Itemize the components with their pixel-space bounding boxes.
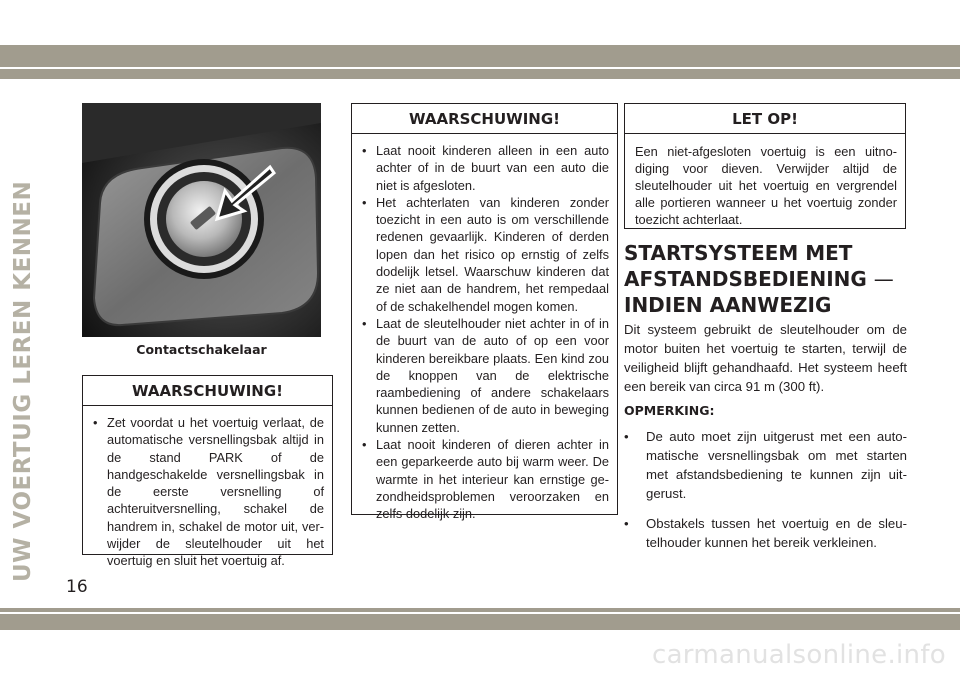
- section-paragraph: Dit systeem gebruikt de sleutelhouder om de motor buiten het voertuig te starten, terwijl de veiligheid blijft gehandhaafd. Het systeem heeft een bereik van circa 91 m (300 ft).: [624, 322, 907, 394]
- section-heading-text: AFSTANDSBEDIENING: [624, 267, 867, 291]
- warning-list: [352, 134, 617, 531]
- note-label: OPMERKING:: [624, 403, 715, 418]
- warning-item: • Het achterlaten van kinderen zonder toezicht in een auto is om verschillende redenen gevaarlijk. Kinderen of derden lopen dan het risico op ernstig of zelfs dodelijk letsel. Waarschuw kinderen dat ze niet aan de handrem, het rempedaal of de schakelhendel mogen komen.: [362, 194, 609, 315]
- photo-caption: Contactschakelaar: [136, 342, 267, 357]
- note-item: • De auto moet zijn uitgerust met een automatische versnellingsbak om met starten met afstandsbediening te kunnen zijn uitgerust.: [624, 427, 907, 503]
- section-heading-line: INDIEN AANWEZIG: [624, 293, 832, 317]
- side-chapter-title-text: UW VOERTUIG LEREN KENNEN: [10, 180, 36, 582]
- footer-band: [0, 608, 960, 630]
- header-band-line: [0, 67, 960, 69]
- watermark: carmanualsonline.info: [651, 640, 946, 670]
- page-number: 16: [66, 577, 88, 597]
- caution-box: [624, 103, 906, 229]
- warning-box-left: [82, 375, 333, 569]
- warning-list: [83, 406, 332, 578]
- ignition-switch-illustration: [82, 103, 321, 337]
- header-band: [0, 45, 960, 79]
- note-item: • Obstakels tussen het voertuig en de sleutelhouder kunnen het bereik verkleinen.: [624, 514, 907, 552]
- caution-title: LET OP!: [625, 104, 905, 134]
- warning-box-middle: [351, 103, 618, 522]
- section-heading-line: STARTSYSTEEM MET: [624, 241, 853, 265]
- side-chapter-title: [10, 100, 46, 580]
- section-heading: [624, 240, 914, 318]
- ignition-switch-photo: [82, 103, 321, 337]
- caution-text: Een niet-afgesloten voertuig is een uitnodiging voor dieven. Verwijder altijd de sleutelhouder uit het voertuig en vergrendel alle portieren wanneer u het voertuig zonder toezicht achterlaat.: [635, 144, 897, 227]
- footer-band-line: [0, 612, 960, 614]
- section-heading-line: [624, 266, 914, 292]
- warning-item: • Laat nooit kinderen alleen in een auto achter of in de buurt van een auto die niet is afgesloten.: [362, 142, 609, 194]
- section-heading-dash: —: [873, 267, 894, 291]
- warning-title: WAARSCHUWING!: [83, 376, 332, 406]
- warning-title: WAARSCHUWING!: [352, 104, 617, 134]
- warning-item: • Zet voordat u het voertuig verlaat, de automatische versnellingsbak altijd in de stand PARK of de handgeschakelde versnellingsbak in de eerste versnelling of achteruitversnelling, schakel de handrem in, schakel de motor uit, verwijder de sleutelhouder uit het voertuig en sluit het voertuig af.: [93, 414, 324, 570]
- warning-item: • Laat de sleutelhouder niet achter in of in de buurt van de auto of op een voor kinderen bereikbare plaats. Een kind zou de knoppen van de elektrische raambediening of andere schakelaars kunnen bedienen of de auto in beweging kunnen zetten.: [362, 315, 609, 436]
- note-list: [624, 427, 907, 563]
- warning-item: • Laat nooit kinderen of dieren achter in een geparkeerde auto bij warm weer. De warmte in het interieur kan ernstige gezondheidsproblemen veroorzaken en zelfs dodelijk zijn.: [362, 436, 609, 522]
